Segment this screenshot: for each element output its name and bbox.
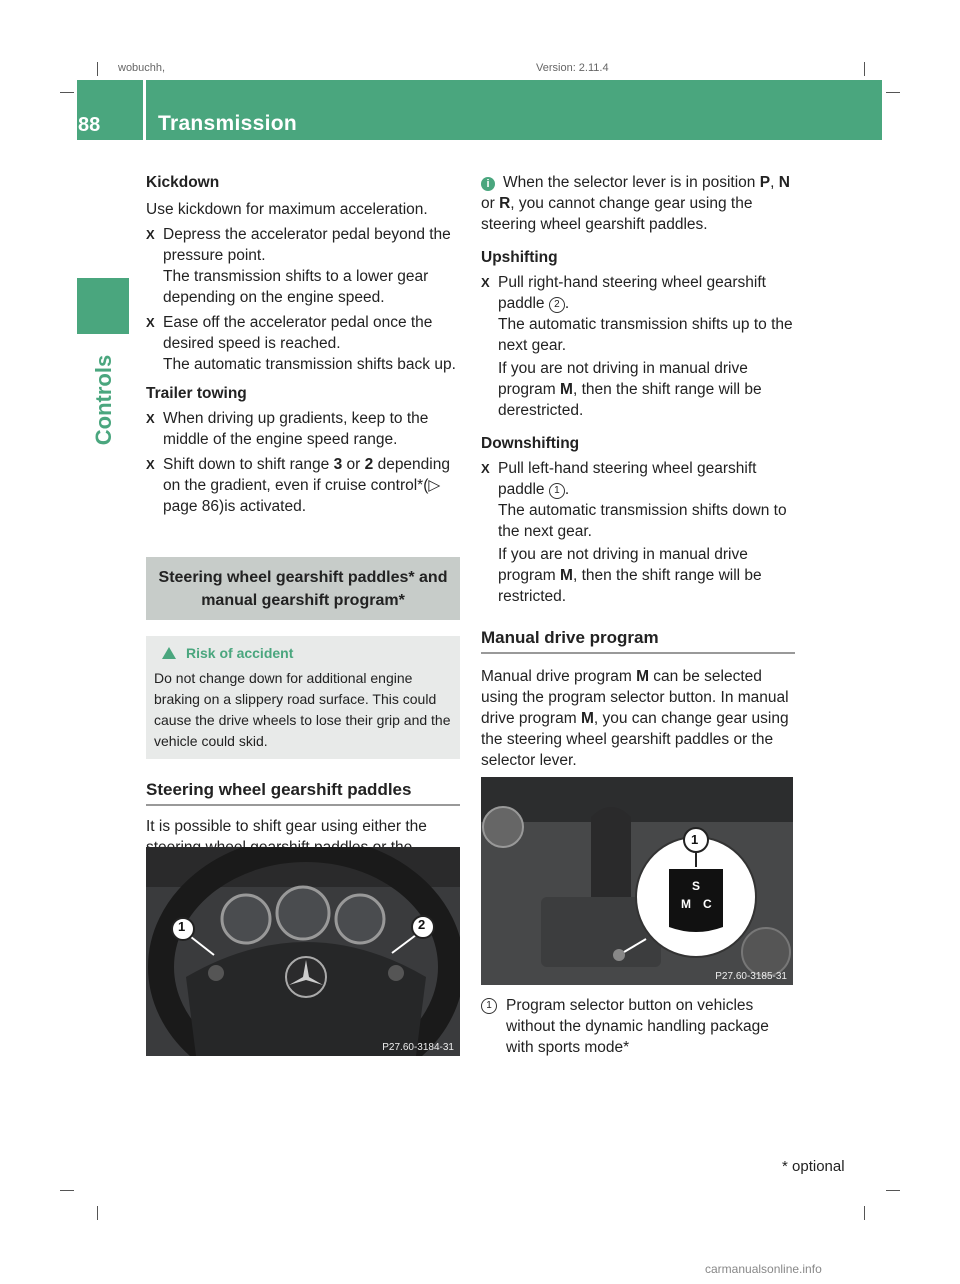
trailer-step <box>146 454 460 517</box>
warning-header <box>154 643 452 664</box>
upshift-result: The automatic transmission shifts up to the next gear. <box>498 316 793 354</box>
callout-1: 1 <box>178 919 186 934</box>
info-text: When the selector lever is in position <box>503 174 760 191</box>
page-number: 88 <box>78 114 101 136</box>
crop-mark <box>97 62 98 76</box>
callout-ref: 1 <box>549 483 565 499</box>
step-text: depending on the gradient, even if cruise control*( <box>163 456 450 494</box>
crop-mark <box>60 92 74 93</box>
image-code: P27.60-3184-31 <box>382 1042 454 1053</box>
body-text: Manual drive program <box>481 668 637 685</box>
drive-program: M <box>580 710 594 727</box>
program-selector-image <box>481 777 793 985</box>
button-label-m: M <box>681 897 691 911</box>
crop-mark <box>886 1190 900 1191</box>
step-text: . <box>564 481 570 498</box>
trailer-step: X When driving up gradients, keep to the middle of the engine speed range. <box>146 408 460 450</box>
info-text: or <box>481 195 500 212</box>
upshift-result <box>481 358 795 421</box>
manual-drive-text <box>481 666 795 771</box>
legend-callout: 1 <box>481 998 497 1014</box>
optional-footnote: * optional <box>782 1158 845 1175</box>
upshifting-heading: Upshifting <box>481 249 558 266</box>
crop-mark <box>886 92 900 93</box>
trailer-heading: Trailer towing <box>146 385 247 402</box>
step-text: or <box>342 456 365 473</box>
downshift-step <box>481 458 795 500</box>
drive-program: M <box>636 668 649 685</box>
right-column <box>481 172 795 771</box>
step-text: . <box>564 295 570 312</box>
upshift-step <box>481 272 795 314</box>
steering-wheel-illustration <box>146 847 460 1056</box>
paddles-text: It is possible to shift gear using either the <box>146 818 427 835</box>
step-text: Pull left-hand steering wheel gearshift paddle <box>498 460 757 498</box>
body-text: , you can change gear using the steering wheel gearshift paddles or the selector lever. <box>481 710 789 769</box>
info-text: , <box>770 174 779 191</box>
gear-position: P <box>759 174 771 191</box>
crop-mark <box>864 62 865 76</box>
page-title: Transmission <box>158 112 297 135</box>
crop-mark <box>864 1206 865 1220</box>
info-text: , you cannot change gear using the steering wheel gearshift paddles. <box>481 195 753 233</box>
kickdown-result: The automatic transmission shifts back up. <box>163 356 456 373</box>
crop-mark <box>97 1206 98 1220</box>
manual-drive-heading: Manual drive program <box>481 627 795 654</box>
shift-range: 3 <box>333 456 343 473</box>
result-text: , then the shift range will be restricted. <box>498 567 762 605</box>
steering-wheel-image <box>146 847 460 1056</box>
info-icon: i <box>481 177 495 191</box>
drive-program: M <box>560 381 573 398</box>
downshift-result: The automatic transmission shifts down to the next gear. <box>498 502 787 540</box>
result-text: , then the shift range will be derestricted. <box>498 381 762 419</box>
watermark: carmanualsonline.info <box>705 1262 822 1276</box>
kickdown-result: The transmission shifts to a lower gear depending on the engine speed. <box>163 268 429 306</box>
legend-text: Program selector button on vehicles without the dynamic handling package with sports mode* <box>506 997 769 1056</box>
warning-triangle-icon <box>162 647 176 659</box>
paddles-heading: Steering wheel gearshift paddles <box>146 779 460 806</box>
button-label-s: S <box>692 879 701 893</box>
step-text: Shift down to shift range <box>163 456 334 473</box>
shift-range: 2 <box>364 456 374 473</box>
warning-title: Risk of accident <box>186 645 294 661</box>
downshifting-heading: Downshifting <box>481 435 580 452</box>
result-text: If you are not driving in manual drive program <box>498 546 748 584</box>
step-text: Pull right-hand steering wheel gearshift paddle <box>498 274 766 312</box>
print-meta-left: wobuchh, <box>118 62 166 74</box>
downshift-result <box>481 544 795 607</box>
kickdown-step: X Depress the accelerator pedal beyond the pressure point. <box>146 224 460 266</box>
crop-mark <box>60 1190 74 1191</box>
legend-item <box>481 995 795 1058</box>
kickdown-step: X Ease off the accelerator pedal once the desired speed is reached. <box>146 312 460 354</box>
optional-section-title: Steering wheel gearshift paddles* and manual gearshift program* <box>146 557 460 620</box>
page-reference[interactable]: page 86)is activated. <box>163 498 307 515</box>
gear-position: N <box>778 174 790 191</box>
button-label-c: C <box>703 897 712 911</box>
result-text: If you are not driving in manual drive program <box>498 360 748 398</box>
callout-ref: 2 <box>549 297 565 313</box>
callout-2: 2 <box>418 917 426 932</box>
warning-text: Do not change down for additional engine braking on a slippery road surface. This could cause the drive wheels to lose their grip and the vehicle could skid. <box>154 670 451 749</box>
image-code: P27.60-3185-31 <box>715 971 787 982</box>
kickdown-heading: Kickdown <box>146 174 220 191</box>
section-tab-label: Controls <box>91 354 116 446</box>
image-legend <box>481 995 795 1058</box>
print-meta-right: Version: 2.11.4 <box>536 62 609 74</box>
left-column <box>146 172 460 879</box>
drive-program: M <box>560 567 573 584</box>
section-tab-marker <box>77 278 129 334</box>
info-note <box>481 172 795 235</box>
selector-illustration <box>481 777 793 985</box>
page-ref-arrow-icon: ▷ <box>428 477 441 494</box>
gear-position: R <box>499 195 511 212</box>
callout-1: 1 <box>691 832 699 847</box>
warning-box <box>146 636 460 759</box>
body-text: can be selected using the program selector button. In manual drive program <box>481 668 789 727</box>
kickdown-intro: Use kickdown for maximum acceleration. <box>146 201 428 218</box>
